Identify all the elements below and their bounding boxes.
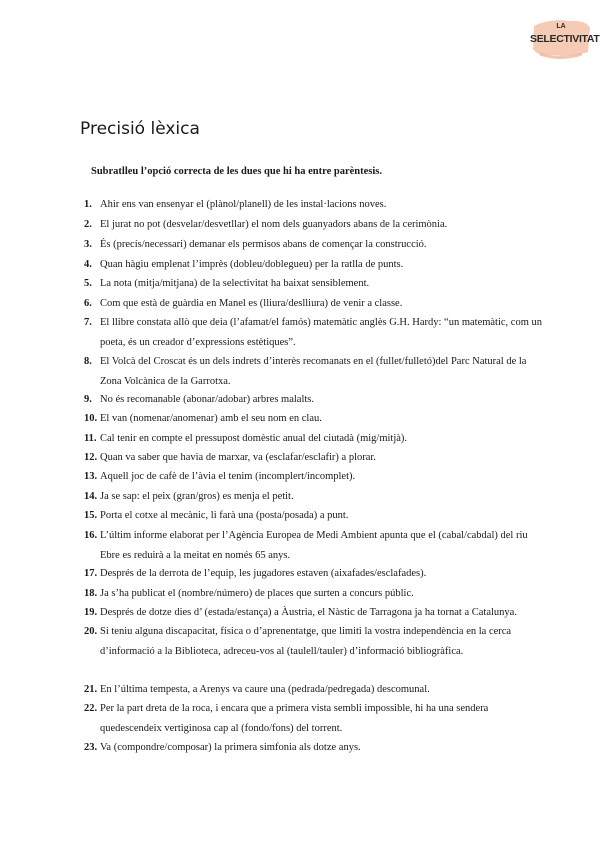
selectivitat-logo — [530, 14, 600, 64]
exercise-item — [84, 622, 544, 661]
exercise-item — [84, 506, 544, 526]
item-text: Quan va saber que havia de marxar, va (esclafar/esclafir) a plorar. — [100, 452, 376, 463]
item-number: 10. — [84, 413, 98, 424]
item-text: Aquell joc de cafè de l’àvia el tenim (incomplert/incomplet). — [100, 471, 356, 482]
item-text: Porta el cotxe al mecànic, li farà una (posta/posada) a punt. — [100, 510, 349, 521]
exercise-item — [84, 584, 544, 604]
page-title: Precisió lèxica — [80, 119, 200, 139]
item-number: 12. — [84, 452, 98, 463]
item-number: 9. — [84, 394, 92, 405]
exercise-item — [84, 564, 544, 584]
exercise-item — [84, 294, 544, 314]
exercise-item — [84, 352, 544, 391]
logo-line-2: SELECTIVITAT — [530, 33, 600, 45]
item-text: Després de dotze dies d’ (estada/estança) a Àustria, el Nàstic de Tarragona ja ha tornat a Catalunya. — [100, 607, 517, 618]
item-number: 2. — [84, 219, 92, 230]
item-number: 13. — [84, 471, 98, 482]
item-text: Cal tenir en compte el pressupost domèstic anual del ciutadà (mig/mitjà). — [100, 433, 408, 444]
item-text: No és recomanable (abonar/adobar) arbres malalts. — [100, 394, 314, 405]
item-number: 18. — [84, 588, 98, 599]
exercise-item — [84, 390, 544, 410]
item-text: Ahir ens van ensenyar el (plànol/planell) de les instal·lacions noves. — [100, 199, 387, 210]
item-number: 16. — [84, 530, 98, 541]
item-text: El van (nomenar/anomenar) amb el seu nom en clau. — [100, 413, 322, 424]
exercise-item — [84, 235, 544, 255]
exercise-item — [84, 195, 544, 215]
item-text: Per la part dreta de la roca, i encara que a primera vista sembli impossible, hi ha una sendera quedescendeix vertiginosa cap al (fondo/fons) del torrent. — [100, 703, 489, 734]
item-text: Si teniu alguna discapacitat, física o d’aprenentatge, que limiti la vostra independència en la cerca d’informació a la Biblioteca, adreceu-vos al (taulell/tauler) d’informació bibliogràfica. — [100, 626, 512, 657]
instruction: Subratlleu l’opció correcta de les dues que hi ha entre parèntesis. — [91, 166, 382, 177]
item-number: 4. — [84, 259, 92, 270]
exercise-item — [84, 409, 544, 429]
item-text: És (precís/necessari) demanar els permisos abans de començar la construcció. — [100, 239, 427, 250]
item-number: 23. — [84, 742, 98, 753]
item-text: Va (compondre/composar) la primera simfonia als dotze anys. — [100, 742, 361, 753]
item-number: 22. — [84, 703, 98, 714]
exercise-item — [84, 215, 544, 235]
exercise-item — [84, 274, 544, 294]
exercise-item — [84, 448, 544, 468]
item-number: 19. — [84, 607, 98, 618]
item-number: 17. — [84, 568, 98, 579]
item-text: L’últim informe elaborat per l’Agència Europea de Medi Ambient apunta que el (cabal/cabdal) del riu Ebre es reduirà a la meitat en només 65 anys. — [100, 530, 528, 561]
item-text: Com que està de guàrdia en Manel es (lliura/deslliura) de venir a classe. — [100, 298, 403, 309]
exercise-item — [84, 603, 544, 623]
item-text: Quan hàgiu emplenat l’imprès (dobleu/doblegueu) per la ratlla de punts. — [100, 259, 404, 270]
item-number: 14. — [84, 491, 98, 502]
item-text: Després de la derrota de l’equip, les jugadores estaven (aixafades/esclafades). — [100, 568, 427, 579]
exercise-item — [84, 680, 544, 700]
exercise-item — [84, 429, 544, 449]
item-text: El jurat no pot (desvelar/desvetllar) el nom dels guanyadors abans de la cerimònia. — [100, 219, 448, 230]
item-text: El Volcà del Croscat és un dels indrets d’interès recomanats en el (fullet/fulletó)del Parc Natural de la Zona Volcànica de la Garrotxa. — [100, 356, 527, 387]
item-number: 3. — [84, 239, 92, 250]
item-text: Ja s’ha publicat el (nombre/número) de places que surten a concurs públic. — [100, 588, 414, 599]
item-number: 11. — [84, 433, 97, 444]
exercise-item — [84, 313, 544, 352]
item-number: 7. — [84, 317, 92, 328]
item-number: 5. — [84, 278, 92, 289]
item-number: 20. — [84, 626, 98, 637]
item-text: Ja se sap: el peix (gran/gros) es menja el petit. — [100, 491, 294, 502]
item-text: La nota (mitja/mitjana) de la selectivitat ha baixat sensiblement. — [100, 278, 370, 289]
item-number: 6. — [84, 298, 92, 309]
item-text: En l’última tempesta, a Arenys va caure una (pedrada/pedregada) descomunal. — [100, 684, 430, 695]
item-number: 1. — [84, 199, 92, 210]
exercise-item — [84, 467, 544, 487]
exercise-item — [84, 699, 544, 738]
item-number: 8. — [84, 356, 92, 367]
item-text: El llibre constata allò que deia (l’afamat/el famós) matemàtic anglès G.H. Hardy: “un matemàtic, com un poeta, és un creador d’expressions estètiques”. — [100, 317, 542, 348]
exercise-item — [84, 487, 544, 507]
exercise-item — [84, 255, 544, 275]
exercise-item — [84, 738, 544, 758]
exercise-item — [84, 526, 544, 565]
item-number: 15. — [84, 510, 98, 521]
item-number: 21. — [84, 684, 98, 695]
logo-line-1: LA — [556, 23, 566, 30]
